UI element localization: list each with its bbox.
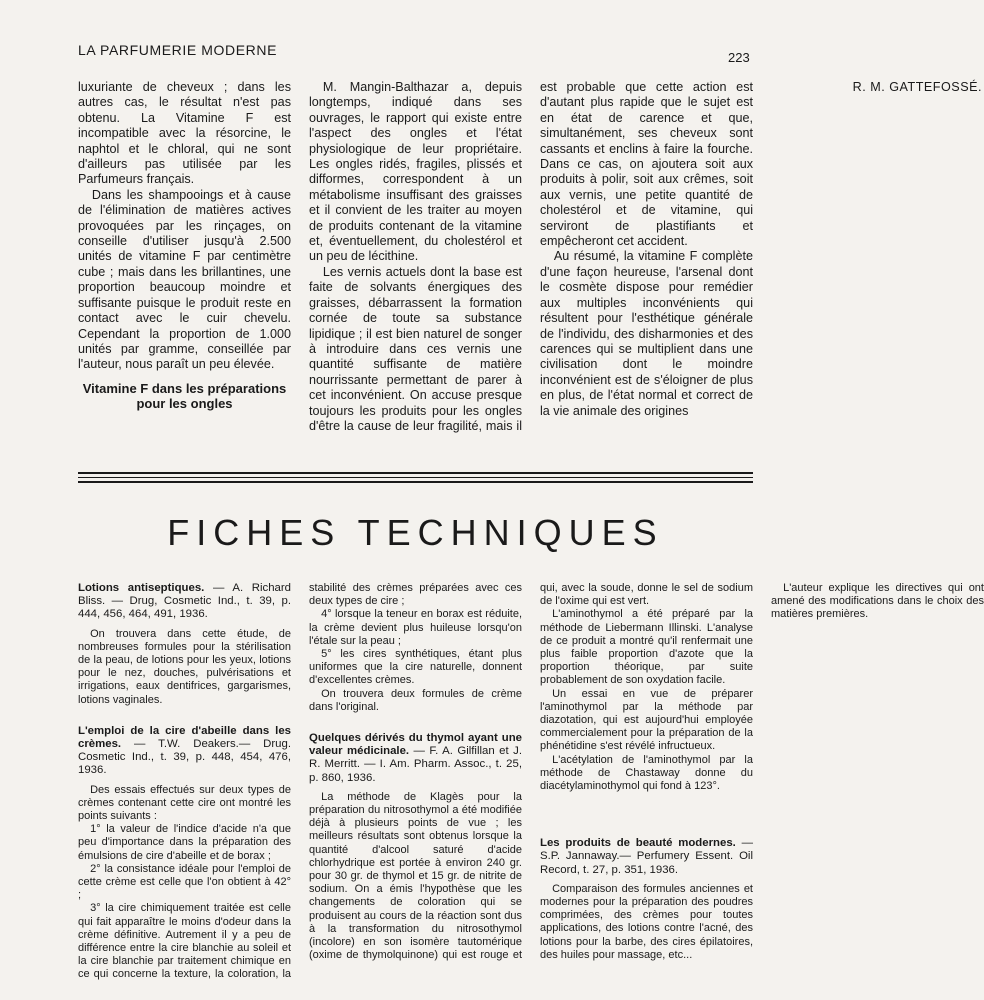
article-subheading: Vitamine F dans les préparations pour les ongles — [82, 380, 287, 412]
article-paragraph: Les vernis actuels dont la base est faite de solvants énergiques des graisses, débarrassent la formation cornée de toute sa substance lipidique ; il est bien naturel de songer à introduire dans ces vernis une quantité suffisante de matière nourrissante permettant de parer à cet inconvénient. On accuse presque toujours les produits pour les ongles d'être la cause de leur fragilité, mais il est probable que cette action est d'autant plus rapide que le sujet est en état de carence et que, simultanément, ses cheveux sont cassants et enclins à faire la fourche. Dans ce cas, on ajoutera soit aux produits à polir, soit aux crêmes, soit aux vernis, une petite quantité de cholestérol et de vitamine, qui serviront de plastifiants et empêcheront cet accident. — [309, 80, 753, 433]
section-divider — [78, 472, 753, 474]
article-body — [78, 80, 982, 440]
fiche-paragraph: La méthode de Klagès pour la préparation du nitrosothymol a été modifiée déjà à plusieurs points de vue ; les meilleurs résultats sont obtenus lorsque la quantité d'alcool saturé d'acide chlorhydrique est portée à environ 240 gr. pour 30 gr. de thymol et 15 gr. de nitrite de sodium. On a émis l'hypothèse que les changements de coloration qui se produisent au cours de la réaction sont dus à la transformation du nitrosothymol (incolore) en son isomère tautomérique (oxime de thymolquinone) qui est rouge et qui, avec la soude, donne le sel de sodium de l'oxime qui est vert. — [309, 582, 753, 962]
spacer — [78, 707, 291, 725]
article-paragraph: Au résumé, la vitamine F complète d'une façon heureuse, l'arsenal dont le cosmète dispose pour remédier aux multiples inconvénients qui résultent pour l'esthétique générale de l'individu, des disharmonies et des carences qui se multiplient dans une civilisation dont le moindre inconvénient est de s'éloigner de plus en plus, de l'état normal et correct de la vie animale des origines — [540, 249, 753, 418]
running-head: LA PARFUMERIE MODERNE — [78, 42, 278, 58]
fiches-columns — [78, 582, 984, 982]
fiche-paragraph: 1° la valeur de l'indice d'acide n'a que peu d'importance dans la préparation des émulsions de cire d'abeille et de borax ; — [78, 823, 291, 862]
fiche-reference: — A. Richard Bliss. — Drug, Cosmetic Ind., t. 39, p. 444, 456, 464, 491, 1936. — [78, 582, 291, 621]
fiche-paragraph: On trouvera dans cette étude, de nombreuses formules pour la stérilisation de la peau, de lotions pour les yeux, lotions pour le nez, douches, pulvérisations et irrigations, eaux dentifrices, gargarismes, lotions vaginales. — [78, 627, 291, 706]
fiche-paragraph: Des essais effectués sur deux types de crèmes contenant cette cire ont montré les points suivants : — [78, 783, 291, 823]
fiche-reference: — S.P. Jannaway.— Perfumery Essent. Oil Record, t. 27, p. 351, 1936. — [540, 837, 753, 876]
fiche-reference: — F. A. Gilfillan et J. R. Merritt. — I. Am. Pharm. Assoc., t. 25, p. 860, 1936. — [309, 745, 522, 784]
fiche-paragraph: On trouvera deux formules de crème dans l'original. — [309, 687, 522, 713]
fiche-title: L'emploi de la cire d'abeille dans les crèmes. — [78, 724, 291, 751]
fiche-paragraph: 4° lorsque la teneur en borax est réduite, la crème devient plus huileuse lorsqu'on l'étale sur la peau ; — [309, 608, 522, 647]
fiche-paragraph: 2° la consistance idéale pour l'emploi de cette crème est celle que l'on obtient à 42° ; — [78, 862, 291, 902]
fiche-paragraph: Un essai en vue de préparer l'aminothymol par la méthode par diazotation, qui est aujourd'hui employée commercialement pour la préparation de la phénétidine s'est révélé infructueux. — [540, 687, 753, 753]
fiche-title: Les produits de beauté modernes. — [540, 837, 736, 850]
section-divider — [78, 481, 753, 483]
fiche-paragraph: L'auteur explique les directives qui ont amené des modifications dans le choix des matières premières. — [771, 582, 984, 621]
section-title: FICHES TECHNIQUES — [167, 512, 664, 553]
fiche-paragraph: L'aminothymol a été préparé par la méthode de Liebermann Illinski. L'analyse de ce produit a montré qu'il renfermait une plus faible proportion d'azote que la proportion théorique, par suite probablement de son oxydation facile. — [540, 608, 753, 687]
spacer — [309, 714, 522, 732]
fiche-reference: — T.W. Deakers.— Drug. Cosmetic Ind., t. 39, p. 448, 454, 476, 1936. — [78, 738, 291, 777]
spacer — [540, 793, 753, 837]
fiche-paragraph: L'acétylation de l'aminothymol par la méthode de Chastaway donne du diacétylaminothymol qui fond à 123°. — [540, 753, 753, 793]
fiche-title: Lotions antiseptiques. — [78, 582, 205, 594]
fiche-entry — [78, 582, 291, 707]
article-paragraph: luxuriante de cheveux ; dans les autres cas, le résultat n'est pas obtenu. La Vitamine F est incompatible avec la résorcine, le naphtol et le chloral, qui ne sont d'ailleurs pas utilisée par les Parfumeurs français. — [78, 80, 291, 187]
article-paragraph: M. Mangin-Balthazar a, depuis longtemps, indiqué dans ses ouvrages, le rapport qui existe entre l'aspect des ongles et l'état physiologique de leur propriétaire. Les ongles ridés, fragiles, plissés et difformes, correspondent à un métabolisme insuffisant des graisses et il convient de les traiter au moyen de produits contenant de la vitamine et, éventuellement, du cholestérol et un peu de lécithine. — [309, 80, 522, 264]
page-number: 223 — [728, 50, 750, 65]
fiche-paragraph: Comparaison des formules anciennes et modernes pour la préparation des poudres comprimées, des crèmes pour toutes applications, des lotions contre l'acné, des lotions pour la barbe, des cires épilatoires, des huiles pour massage, etc... — [540, 882, 753, 961]
section-divider — [78, 477, 753, 478]
fiche-paragraph: 5° les cires synthétiques, étant plus uniformes que la cire naturelle, donnent d'excellentes crèmes. — [309, 648, 522, 687]
article-paragraph: Dans les shampooings et à cause de l'élimination de matières actives provoquées par les rinçages, on conseille d'utiliser jusqu'à 2.500 unités de vitamine F par centimètre cube ; mais dans les brillantines, une proportion beaucoup moindre et suffisante puisque le produit reste en contact avec le cuir chevelu. Cependant la proportion de 1.000 unités par gramme, conseillée par l'auteur, nous paraît un peu élevée. — [78, 187, 291, 372]
author-signature: R. M. GATTEFOSSÉ. — [852, 80, 982, 94]
fiche-title: Quelques dérivés du thymol ayant une valeur médicinale. — [309, 732, 522, 758]
fiche-paragraph: 3° la cire chimiquement traitée est celle qui fait apparaître le moins d'odeur dans la crème définitive. Autrement il y a peu de différence entre la cire blanchie au soleil et la cire blanchie par traitement chimique en ce qui concerne la texture, la coloration, la stabilité des crèmes préparées avec ces deux types de cire ; — [78, 582, 522, 981]
